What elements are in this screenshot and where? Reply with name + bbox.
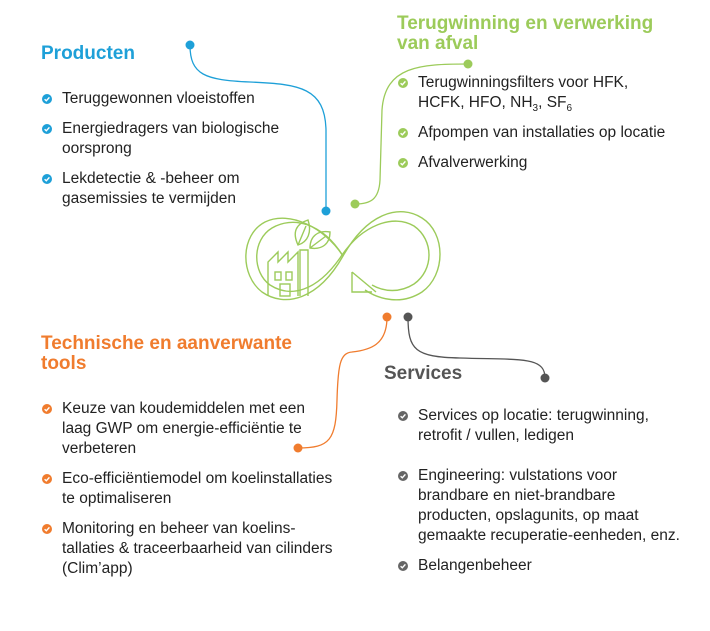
products-item-3: Lekdetectie & -beheer om gasemissies te vermijden — [62, 170, 240, 207]
products-connector-start-dot — [186, 41, 195, 50]
check-icon — [42, 474, 52, 484]
tools-title-line-2: tools — [41, 353, 87, 374]
recovery-item-1-line-2a: HCFK, HFO, NH — [418, 94, 533, 111]
recovery-item-1-sub-2: 6 — [566, 103, 573, 115]
list-item — [42, 399, 337, 459]
check-icon — [398, 128, 408, 138]
recovery-item-2: Afpompen van installaties op locatie — [418, 124, 666, 141]
services-connector-end-dot — [541, 374, 550, 383]
list-item — [42, 119, 312, 159]
tools-list — [42, 399, 337, 579]
check-icon — [398, 411, 408, 421]
recovery-list — [398, 73, 698, 173]
list-item — [398, 556, 688, 576]
check-icon — [398, 78, 408, 88]
check-icon — [42, 94, 52, 104]
list-item — [42, 169, 312, 209]
check-icon — [398, 471, 408, 481]
recovery-connector-end-dot — [351, 200, 360, 209]
tools-item-3: Monitoring en beheer van koelins-tallaties & traceerbaarheid van cilinders (Clim’app) — [62, 520, 333, 577]
services-item-1: Services op locatie: terugwinning, retrofit / vullen, ledigen — [418, 407, 649, 444]
list-item — [42, 469, 337, 509]
services-title: Services — [384, 363, 463, 384]
products-list — [42, 89, 312, 209]
list-item — [398, 73, 698, 113]
products-title: Producten — [41, 43, 135, 64]
recovery-title — [397, 14, 653, 54]
recovery-title-line-1: Terugwinning en verwerking — [397, 13, 654, 34]
products-item-2: Energiedragers van biologische oorsprong — [62, 120, 280, 157]
recovery-item-3: Afvalverwerking — [418, 154, 528, 171]
infinity-logo-icon — [246, 212, 440, 300]
services-item-2: Engineering: vulstations voor brandbare en niet-brandbare producten, opslagunits, op maat gemaakte recuperatie-eenheden, enz. — [418, 467, 680, 544]
check-icon — [42, 174, 52, 184]
recovery-title-line-2: van afval — [397, 33, 479, 54]
check-icon — [42, 524, 52, 534]
services-item-3: Belangenbeheer — [418, 557, 532, 574]
tools-title — [41, 334, 292, 374]
recovery-item-1-sub-1: 3 — [532, 103, 539, 115]
check-icon — [398, 158, 408, 168]
check-icon — [42, 404, 52, 414]
services-connector-start-dot — [404, 313, 413, 322]
list-item — [42, 89, 312, 109]
list-item — [398, 406, 688, 446]
products-connector-end-dot — [322, 207, 331, 216]
products-item-1: Teruggewonnen vloeistoffen — [62, 90, 255, 107]
list-item — [42, 519, 337, 579]
services-list — [398, 406, 688, 576]
tools-item-1: Keuze van koudemiddelen met een laag GWP om energie-efficiëntie te verbeteren — [62, 400, 305, 457]
list-item — [398, 123, 698, 143]
check-icon — [398, 561, 408, 571]
list-item — [398, 466, 688, 546]
recovery-connector-start-dot — [464, 60, 473, 69]
list-item — [398, 153, 698, 173]
tools-title-line-1: Technische en aanverwante — [41, 333, 292, 354]
recovery-item-1-line-2b: , SF — [538, 94, 567, 111]
check-icon — [42, 124, 52, 134]
tools-item-2: Eco-efficiëntiemodel om koelinstallaties te optimaliseren — [62, 470, 333, 507]
tools-connector-start-dot — [383, 313, 392, 322]
recovery-item-1-line-1: Terugwinningsfilters voor HFK, — [418, 74, 629, 91]
